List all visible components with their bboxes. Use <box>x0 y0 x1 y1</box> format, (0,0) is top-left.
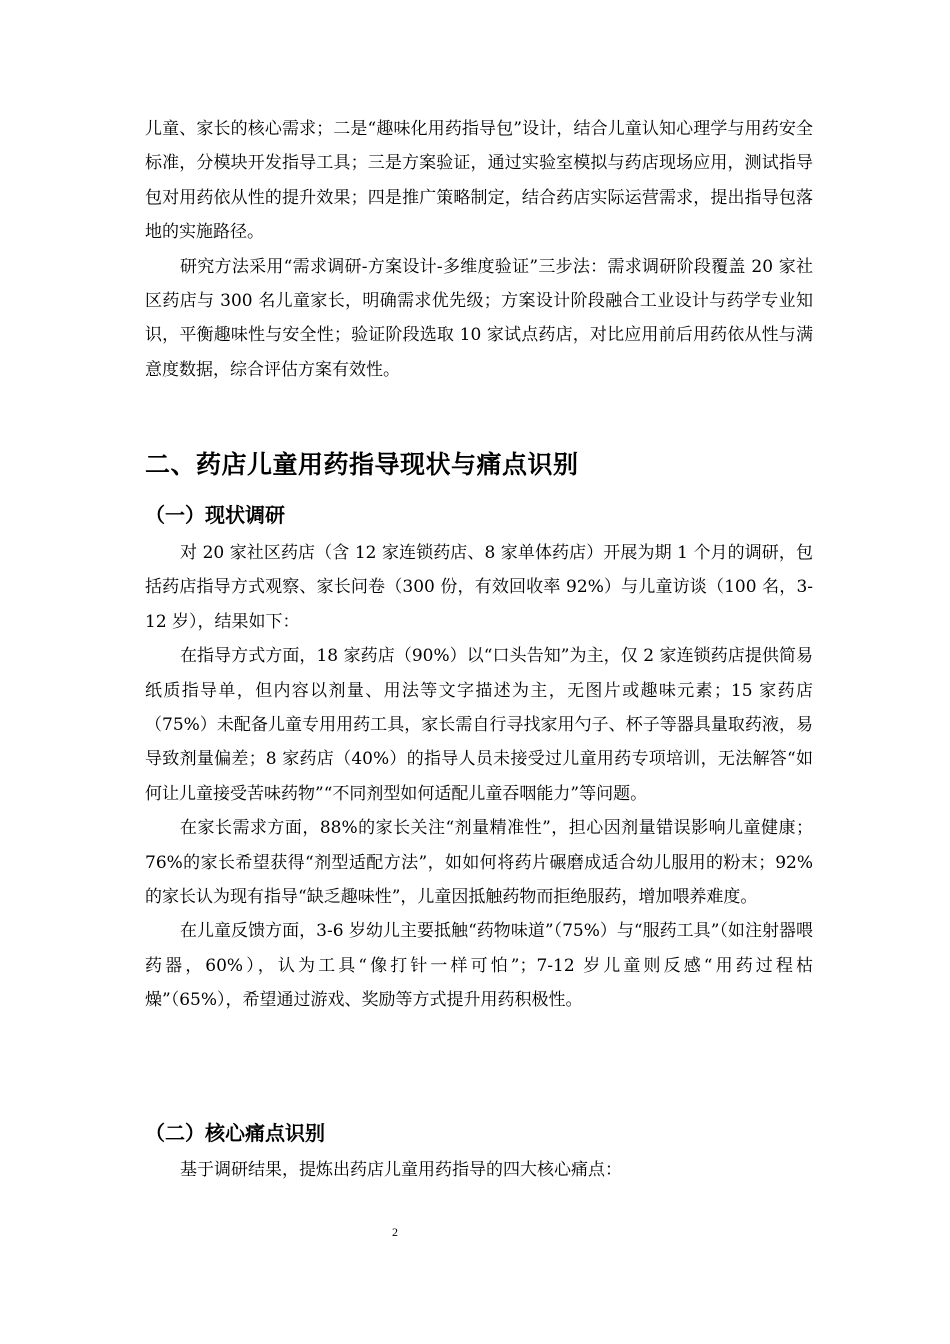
subsection-heading-pain-points: （二）核心痛点识别 <box>145 1121 325 1145</box>
intro-section <box>145 112 813 387</box>
status-survey-section <box>145 536 813 1018</box>
page-number: 2 <box>392 1225 398 1239</box>
intro-paragraph-2: 研究方法采用“需求调研-方案设计-多维度验证”三步法：需求调研阶段覆盖 20 家社区药店与 300 名儿童家长，明确需求优先级；方案设计阶段融合工业设计与药学专业知识，平衡趣味性与安全性；验证阶段选取 10 家试点药店，对比应用前后用药依从性与满意度数据，综合评估方案有效性。 <box>145 256 813 380</box>
child-feedback-paragraph: 在儿童反馈方面，3-6 岁幼儿主要抵触“药物味道”（75%）与“服药工具”（如注射器喂药器，60%），认为工具“像打针一样可怕”；7-12 岁儿童则反感“用药过程枯燥”（65%），希望通过游戏、奖励等方式提升用药积极性。 <box>145 921 813 1011</box>
subsection-heading-status: （一）现状调研 <box>145 503 285 527</box>
pain-points-intro-paragraph: 基于调研结果，提炼出药店儿童用药指导的四大核心痛点： <box>180 1160 622 1180</box>
pain-points-section <box>145 1153 813 1187</box>
parent-needs-paragraph: 在家长需求方面，88%的家长关注“剂量精准性”，担心因剂量错误影响儿童健康；76%的家长希望获得“剂型适配方法”，如如何将药片碾磨成适合幼儿服用的粉末；92%的家长认为现有指导“缺乏趣味性”，儿童因抵触药物而拒绝服药，增加喂养难度。 <box>145 818 813 908</box>
intro-paragraph-1: 儿童、家长的核心需求；二是“趣味化用药指导包”设计，结合儿童认知心理学与用药安全标准，分模块开发指导工具；三是方案验证，通过实验室模拟与药店现场应用，测试指导包对用药依从性的提升效果；四是推广策略制定，结合药店实际运营需求，提出指导包落地的实施路径。 <box>145 119 813 243</box>
section-heading: 二、药店儿童用药指导现状与痛点识别 <box>145 450 579 479</box>
survey-overview-paragraph: 对 20 家社区药店（含 12 家连锁药店、8 家单体药店）开展为期 1 个月的调研，包括药店指导方式观察、家长问卷（300 份，有效回收率 92%）与儿童访谈（100 名，3-12 岁），结果如下： <box>145 543 813 632</box>
guidance-method-paragraph: 在指导方式方面，18 家药店（90%）以“口头告知”为主，仅 2 家连锁药店提供简易纸质指导单，但内容以剂量、用法等文字描述为主，无图片或趣味元素；15 家药店（75%）未配备儿童专用用药工具，家长需自行寻找家用勺子、杯子等器具量取药液，易导致剂量偏差；8 家药店（40%）的指导人员未接受过儿童用药专项培训，无法解答“如何让儿童接受苦味药物”“不同剂型如何适配儿童吞咽能力”等问题。 <box>145 646 813 804</box>
